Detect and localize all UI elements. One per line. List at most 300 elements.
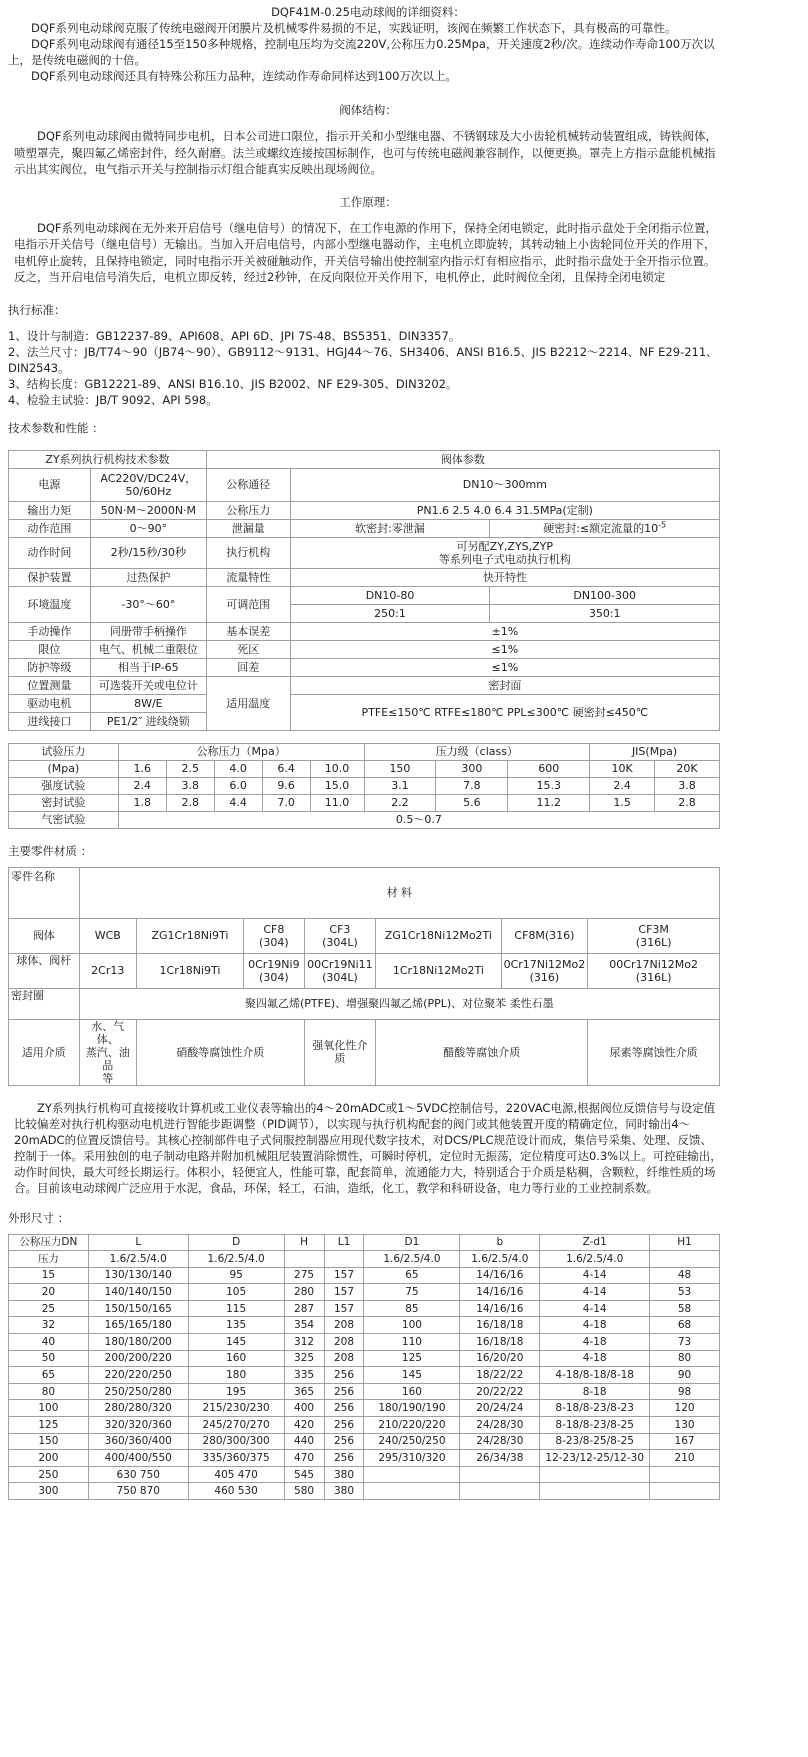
dims-cell: 14/16/16: [460, 1267, 540, 1284]
dims-cell: 545: [284, 1466, 324, 1483]
dims-sub: 1.6/2.5/4.0: [460, 1251, 540, 1268]
intro-para: DQF系列电动球阀有通径15至150多种规格，控制电压均为交流220V,公称压力0.25Mpa，开关速度2秒/次。连续动作寿命100万次以上，是传统电磁阀的十倍。: [8, 37, 715, 67]
table-row: [9, 794, 720, 811]
table-row: [9, 1267, 720, 1284]
table-row: [9, 1483, 720, 1500]
pressure-table: [8, 743, 720, 829]
pressure-cell: 4.4: [214, 794, 262, 811]
dims-cell: 420: [284, 1417, 324, 1434]
pressure-header: 公称压力（Mpa）: [118, 743, 364, 760]
param-name: 位置测量: [9, 676, 91, 694]
dims-cell: 48: [650, 1267, 720, 1284]
materials-header-part: 零件名称: [9, 867, 80, 918]
dims-cell: 125: [9, 1417, 89, 1434]
dims-cell: 160: [364, 1383, 460, 1400]
dims-cell: 245/270/270: [188, 1417, 284, 1434]
dims-cell: 20/22/22: [460, 1383, 540, 1400]
dims-cell: 320/320/360: [88, 1417, 188, 1434]
param-value: -30°～60°: [90, 586, 206, 622]
dims-cell: [540, 1483, 650, 1500]
dims-cell: 240/250/250: [364, 1433, 460, 1450]
dims-cell: 8-18/8-23/8-23: [540, 1400, 650, 1417]
param-value: DN10-80: [290, 586, 490, 604]
structure-text: DQF系列电动球阀由微特同步电机，日本公司进口限位，指示开关和小型继电器、不锈钢球及大小齿轮机械转动装置组成，铸铁阀体，喷塑罩壳，聚四氟乙烯密封件，经久耐磨。法兰或螺纹连接按国标制作，也可与传统电磁阀兼容制作，以便更换。罩壳上方指示盘能机械指示出其实阀位，电气指示开关与控制指示灯组合能真实反映出现场阀位。: [14, 129, 718, 176]
materials-cell: 硝酸等腐蚀性介质: [136, 1019, 304, 1085]
pressure-cell: 11.2: [508, 794, 590, 811]
params-label: 技术参数和性能 ：: [8, 420, 104, 435]
dims-cell: 180: [188, 1367, 284, 1384]
materials-label: 主要零件材质 ：: [8, 843, 93, 858]
dims-label: 外形尺寸 ：: [8, 1210, 70, 1225]
pressure-col: 20K: [655, 760, 720, 777]
standards-label: 执行标准：: [8, 302, 66, 317]
dims-cell: 470: [284, 1450, 324, 1467]
materials-cell: 1Cr18Ni12Mo2Ti: [376, 953, 501, 988]
param-value: 可选装开关或电位计: [90, 676, 206, 694]
table-row: [9, 1367, 720, 1384]
param-value: 2秒/15秒/30秒: [90, 537, 206, 568]
dims-table: [8, 1234, 720, 1501]
dims-cell: 16/18/18: [460, 1317, 540, 1334]
dims-sub: 1.6/2.5/4.0: [364, 1251, 460, 1268]
pressure-cell: 6.0: [214, 777, 262, 794]
dims-cell: [460, 1483, 540, 1500]
dims-cell: 208: [324, 1350, 364, 1367]
dims-header: D: [188, 1234, 284, 1251]
pressure-header: JIS(Mpa): [590, 743, 720, 760]
pressure-cell: 3.1: [364, 777, 436, 794]
materials-header-mat: 材 料: [79, 867, 719, 918]
dims-cell: 145: [188, 1334, 284, 1351]
dims-sub: 压力: [9, 1251, 89, 1268]
dims-cell: [540, 1466, 650, 1483]
intro: [8, 20, 728, 84]
table-row: [9, 1284, 720, 1301]
materials-cell: 2Cr13: [79, 953, 136, 988]
dims-cell: 15: [9, 1267, 89, 1284]
dims-cell: 4-18: [540, 1317, 650, 1334]
materials-cell: CF3 (304L): [304, 918, 376, 953]
dims-sub: 1.6/2.5/4.0: [188, 1251, 284, 1268]
dims-cell: 256: [324, 1417, 364, 1434]
dims-cell: 157: [324, 1267, 364, 1284]
dims-cell: 256: [324, 1367, 364, 1384]
dims-cell: 18/22/22: [460, 1367, 540, 1384]
param-value: 0～90°: [90, 519, 206, 537]
dims-cell: 440: [284, 1433, 324, 1450]
dims-cell: 8-23/8-25/8-25: [540, 1433, 650, 1450]
pressure-col: 1.6: [118, 760, 166, 777]
dims-cell: 150: [9, 1433, 89, 1450]
dims-cell: 312: [284, 1334, 324, 1351]
standard-item: 1、设计与制造：GB12237-89、API608、API 6D、JPI 7S-48、BS5351、DIN3357。: [8, 328, 461, 343]
materials-row-name: 密封圈: [9, 988, 80, 1019]
materials-cell: ZG1Cr18Ni12Mo2Ti: [376, 918, 501, 953]
dims-cell: 580: [284, 1483, 324, 1500]
dims-cell: 115: [188, 1300, 284, 1317]
param-name: 回差: [206, 658, 290, 676]
param-value: 8W/E: [90, 694, 206, 712]
dims-header-row: [9, 1234, 720, 1251]
materials-cell: 强氧化性介 质: [304, 1019, 376, 1085]
dims-cell: 135: [188, 1317, 284, 1334]
param-value: 电气、机械二重限位: [90, 640, 206, 658]
dims-header: H: [284, 1234, 324, 1251]
dims-cell: [460, 1466, 540, 1483]
principle-text: DQF系列电动球阀在无外来开启信号（继电信号）的情况下，在工作电源的作用下，保持全闭电锁定，此时指示盘处于全闭指示位置，电指示开关信号（继电信号）无输出。当加入开启电信号，内部小型继电器动作，主电机立即旋转，其转动轴上小齿轮同位开关的作用下，电机停止旋转，且保持电锁定，同时电指示开关被碰触动作，开关信号输出使控制室内指示灯有相应指示，此时指示盘处于全开指示位置。反之，当开启电信号消失后，电机立即反转，经过2秒钟，在反向限位开关作用下，电机停止，此时阀位全闭，且保持全闭电锁定: [14, 220, 718, 284]
dims-cell: 165/165/180: [88, 1317, 188, 1334]
materials-cell: 醋酸等腐蚀介质: [376, 1019, 588, 1085]
materials-cell: 聚四氟乙烯(PTFE)、增强聚四氟乙烯(PPL)、对位聚苯 柔性石墨: [79, 988, 719, 1019]
dims-cell: 16/18/18: [460, 1334, 540, 1351]
dims-cell: 215/230/230: [188, 1400, 284, 1417]
dims-cell: 125: [364, 1350, 460, 1367]
dims-sub-row: [9, 1251, 720, 1268]
pressure-cell: 1.5: [590, 794, 655, 811]
param-value: 相当于IP-65: [90, 658, 206, 676]
materials-cell: 00Cr17Ni12Mo2 (316L): [588, 953, 720, 988]
dims-cell: 20: [9, 1284, 89, 1301]
materials-row-name: 适用介质: [9, 1019, 80, 1085]
pressure-col: 10K: [590, 760, 655, 777]
pressure-col: 2.5: [166, 760, 214, 777]
pressure-header: (Mpa): [9, 760, 119, 777]
param-value: 同册带手柄操作: [90, 622, 206, 640]
table-row: [9, 811, 720, 828]
dims-cell: 180/180/200: [88, 1334, 188, 1351]
pressure-cell: 2.8: [166, 794, 214, 811]
dims-cell: 32: [9, 1317, 89, 1334]
param-value: 密封面: [290, 676, 719, 694]
param-value: 50N·M～2000N·M: [90, 501, 206, 519]
table-row: [9, 1317, 720, 1334]
table-row: [9, 1433, 720, 1450]
dims-cell: 14/16/16: [460, 1300, 540, 1317]
param-name: 适用温度: [206, 676, 290, 730]
param-value: 快开特性: [290, 568, 719, 586]
dims-cell: 4-18/8-18/8-18: [540, 1367, 650, 1384]
dims-cell: 275: [284, 1267, 324, 1284]
param-name: 手动操作: [9, 622, 91, 640]
params-table: [8, 450, 720, 731]
dims-cell: 335: [284, 1367, 324, 1384]
dims-cell: 380: [324, 1483, 364, 1500]
dims-cell: 140/140/150: [88, 1284, 188, 1301]
param-name: 执行机构: [206, 537, 290, 568]
dims-cell: 354: [284, 1317, 324, 1334]
dims-cell: 24/28/30: [460, 1417, 540, 1434]
dims-cell: 380: [324, 1466, 364, 1483]
pressure-cell: 2.2: [364, 794, 436, 811]
dims-cell: 360/360/400: [88, 1433, 188, 1450]
param-value: DN10～300mm: [290, 468, 719, 501]
standard-item: 3、结构长度：GB12221-89、ANSI B16.10、JIS B2002、NF E29-305、DIN3202。: [8, 376, 458, 391]
dims-cell: 160: [188, 1350, 284, 1367]
dims-cell: 120: [650, 1400, 720, 1417]
dims-cell: 157: [324, 1300, 364, 1317]
dims-cell: 750 870: [88, 1483, 188, 1500]
param-value: PTFE≤150℃ RTFE≤180℃ PPL≤300℃ 硬密封≤450℃: [290, 694, 719, 730]
params-right-header: 阀体参数: [206, 450, 719, 468]
param-name: 公称通径: [206, 468, 290, 501]
param-name: 限位: [9, 640, 91, 658]
param-value: DN100-300: [490, 586, 720, 604]
dims-header: 公称压力DN: [9, 1234, 89, 1251]
pressure-cell: 11.0: [310, 794, 364, 811]
dims-cell: 75: [364, 1284, 460, 1301]
pressure-header: 压力级（class）: [364, 743, 590, 760]
standard-item: 4、检验主试验：JB/T 9092、API 598。: [8, 392, 218, 407]
param-name: 动作时间: [9, 537, 91, 568]
dims-cell: 195: [188, 1383, 284, 1400]
table-row: [9, 1417, 720, 1434]
param-name: 死区: [206, 640, 290, 658]
dims-cell: 335/360/375: [188, 1450, 284, 1467]
param-value: 350:1: [490, 604, 720, 622]
table-row: [9, 1383, 720, 1400]
dims-cell: 26/34/38: [460, 1450, 540, 1467]
dims-sub: 1.6/2.5/4.0: [540, 1251, 650, 1268]
materials-cell: 0Cr19Ni9 (304): [244, 953, 305, 988]
dims-cell: 65: [364, 1267, 460, 1284]
dims-cell: 80: [9, 1383, 89, 1400]
param-name: 输出力矩: [9, 501, 91, 519]
dims-cell: 100: [364, 1317, 460, 1334]
dims-sub: [650, 1251, 720, 1268]
dims-header: L: [88, 1234, 188, 1251]
pressure-col: 150: [364, 760, 436, 777]
standard-item: 2、法兰尺寸：JB/T74～90（JB74～90）、GB9112～9131、HGJ44～76、SH3406、ANSI B16.5、JIS B2212～2214、NF E29-211、DIN2543。: [8, 344, 718, 375]
dims-cell: 325: [284, 1350, 324, 1367]
page-title: DQF41M-0.25电动球阀的详细资料：: [271, 5, 465, 19]
dims-cell: 280/300/300: [188, 1433, 284, 1450]
table-row: [9, 1300, 720, 1317]
dims-cell: 130/130/140: [88, 1267, 188, 1284]
materials-row-name: 球体、阀杆: [9, 953, 80, 988]
param-value: 过热保护: [90, 568, 206, 586]
pressure-cell: 7.0: [262, 794, 310, 811]
dims-cell: 405 470: [188, 1466, 284, 1483]
dims-cell: 4-14: [540, 1300, 650, 1317]
dims-cell: 110: [364, 1334, 460, 1351]
dims-cell: 65: [9, 1367, 89, 1384]
dims-cell: 630 750: [88, 1466, 188, 1483]
principle-title: 工作原理：: [339, 194, 397, 209]
dims-cell: [650, 1483, 720, 1500]
dims-cell: 157: [324, 1284, 364, 1301]
dims-cell: 200: [9, 1450, 89, 1467]
dims-cell: 50: [9, 1350, 89, 1367]
dims-header: Z-d1: [540, 1234, 650, 1251]
pressure-cell: 3.8: [166, 777, 214, 794]
dims-cell: 250: [9, 1466, 89, 1483]
materials-cell: 尿素等腐蚀性介质: [588, 1019, 720, 1085]
param-name: 可调范围: [206, 586, 290, 622]
param-value: ±1%: [290, 622, 719, 640]
dims-sub: [284, 1251, 324, 1268]
pressure-cell: 0.5～0.7: [118, 811, 719, 828]
materials-row-name: 阀体: [9, 918, 80, 953]
table-row: [9, 1334, 720, 1351]
pressure-cell: 5.6: [436, 794, 508, 811]
pressure-col: 10.0: [310, 760, 364, 777]
dims-cell: 400: [284, 1400, 324, 1417]
dims-cell: 287: [284, 1300, 324, 1317]
dims-cell: 16/20/20: [460, 1350, 540, 1367]
dims-cell: 85: [364, 1300, 460, 1317]
param-value: 软密封:零泄漏: [290, 519, 490, 537]
pressure-row-name: 密封试验: [9, 794, 119, 811]
pressure-col: 600: [508, 760, 590, 777]
dims-cell: 200/200/220: [88, 1350, 188, 1367]
param-value: ≤1%: [290, 658, 719, 676]
dims-cell: 73: [650, 1334, 720, 1351]
pressure-col: 6.4: [262, 760, 310, 777]
dims-cell: 100: [9, 1400, 89, 1417]
param-value: 可另配ZY,ZYS,ZYP 等系列电子式电动执行机构: [290, 537, 719, 568]
dims-cell: 58: [650, 1300, 720, 1317]
params-left-header: ZY系列执行机构技术参数: [9, 450, 207, 468]
dims-cell: 145: [364, 1367, 460, 1384]
dims-cell: 24/28/30: [460, 1433, 540, 1450]
zy-description: ZY系列执行机构可直接接收计算机或工业仪表等输出的4～20mADC或1～5VDC控制信号，220VAC电源,根据阀位反馈信号与设定值比较偏差对执行机构驱动电机进行智能步距调整（PID调节），以实现与执行机构配套的阀门或其他装置开度的精确定位，同时输出4～20mADC的位置反馈信号。其核心控制部件电子式伺服控制器应用现代数字技术，对DCS/PLC规范设计而成，集信号采集、处理、反馈、控制于一体。采用独创的电子制动电路并附加机械阻尼装置消除惯性，可瞬时停机，定位时无振荡，定位精度可达0.3%以上。可控硅输出，动作时间快，最大可经长期运行。体积小，轻便宜人，性能可靠，配套简单，流通能力大，特别适合于介质是粘稠，含颗粒，纤维性质的场合。目前该电动球阀广泛应用于水泥，食品，环保，轻工，石油，造纸，化工，教学和科研设备，电力等行业的工业控制系数。: [14, 1100, 722, 1195]
standards-list: [8, 328, 728, 408]
pressure-cell: 7.8: [436, 777, 508, 794]
dims-header: H1: [650, 1234, 720, 1251]
param-name: 进线接口: [9, 712, 91, 730]
dims-cell: [364, 1483, 460, 1500]
param-value: 250:1: [290, 604, 490, 622]
dims-cell: 8-18: [540, 1383, 650, 1400]
pressure-col: 300: [436, 760, 508, 777]
materials-cell: WCB: [79, 918, 136, 953]
dims-cell: 256: [324, 1383, 364, 1400]
dims-cell: 8-18/8-23/8-25: [540, 1417, 650, 1434]
dims-cell: 130: [650, 1417, 720, 1434]
materials-cell: CF8 (304): [244, 918, 305, 953]
dims-header: b: [460, 1234, 540, 1251]
table-row: [9, 1400, 720, 1417]
dims-cell: 95: [188, 1267, 284, 1284]
pressure-header: 试验压力: [9, 743, 119, 760]
dims-cell: 256: [324, 1433, 364, 1450]
dims-cell: [364, 1466, 460, 1483]
dims-cell: 220/220/250: [88, 1367, 188, 1384]
pressure-row-name: 气密试验: [9, 811, 119, 828]
materials-cell: 00Cr19Ni11 (304L): [304, 953, 376, 988]
dims-cell: 4-14: [540, 1267, 650, 1284]
materials-table: [8, 867, 720, 1086]
dims-cell: 280/280/320: [88, 1400, 188, 1417]
intro-para: DQF系列电动球阀还具有特殊公称压力品种，连续动作寿命同样达到100万次以上。: [31, 69, 457, 83]
dims-cell: 250/250/280: [88, 1383, 188, 1400]
dims-cell: 98: [650, 1383, 720, 1400]
materials-cell: ZG1Cr18Ni9Ti: [136, 918, 243, 953]
param-name: 防护等级: [9, 658, 91, 676]
param-value: AC220V/DC24V，50/60Hz: [90, 468, 206, 501]
table-row: [9, 1466, 720, 1483]
dims-header: L1: [324, 1234, 364, 1251]
param-name: 环境温度: [9, 586, 91, 622]
pressure-cell: 3.8: [655, 777, 720, 794]
materials-cell: 1Cr18Ni9Ti: [136, 953, 243, 988]
dims-cell: 256: [324, 1400, 364, 1417]
dims-cell: 20/24/24: [460, 1400, 540, 1417]
table-row: [9, 1450, 720, 1467]
dims-cell: 280: [284, 1284, 324, 1301]
dims-cell: 400/400/550: [88, 1450, 188, 1467]
dims-cell: 40: [9, 1334, 89, 1351]
dims-sub: [324, 1251, 364, 1268]
pressure-col: 4.0: [214, 760, 262, 777]
pressure-row-name: 强度试验: [9, 777, 119, 794]
pressure-cell: 15.3: [508, 777, 590, 794]
param-name: 基本误差: [206, 622, 290, 640]
dims-cell: 4-18: [540, 1350, 650, 1367]
intro-para: DQF系列电动球阀克服了传统电磁阀开闭膜片及机械零件易损的不足，实践证明，该阀在频繁工作状态下，具有极高的可靠性。: [31, 21, 677, 35]
dims-cell: 12-23/12-25/12-30: [540, 1450, 650, 1467]
dims-cell: 80: [650, 1350, 720, 1367]
dims-sub: 1.6/2.5/4.0: [88, 1251, 188, 1268]
dims-cell: 208: [324, 1334, 364, 1351]
dims-cell: 210/220/220: [364, 1417, 460, 1434]
param-name: 公称压力: [206, 501, 290, 519]
dims-cell: 150/150/165: [88, 1300, 188, 1317]
pressure-cell: 9.6: [262, 777, 310, 794]
table-row: [9, 1350, 720, 1367]
dims-cell: 105: [188, 1284, 284, 1301]
pressure-cell: 2.4: [118, 777, 166, 794]
dims-cell: 90: [650, 1367, 720, 1384]
dims-cell: 300: [9, 1483, 89, 1500]
param-value: PN1.6 2.5 4.0 6.4 31.5MPa(定制): [290, 501, 719, 519]
structure-title: 阀体结构：: [339, 103, 397, 117]
dims-header: D1: [364, 1234, 460, 1251]
pressure-cell: 2.4: [590, 777, 655, 794]
dims-cell: 365: [284, 1383, 324, 1400]
dims-cell: 256: [324, 1450, 364, 1467]
param-name: 泄漏量: [206, 519, 290, 537]
param-value: ≤1%: [290, 640, 719, 658]
param-name: 流量特性: [206, 568, 290, 586]
dims-cell: 14/16/16: [460, 1284, 540, 1301]
table-row: [9, 777, 720, 794]
param-name: 动作范围: [9, 519, 91, 537]
param-name: 保护装置: [9, 568, 91, 586]
materials-cell: CF3M (316L): [588, 918, 720, 953]
param-value: 硬密封:≤额定流量的$10^{-5}$: [490, 519, 720, 537]
materials-cell: CF8M(316): [501, 918, 588, 953]
dims-cell: 208: [324, 1317, 364, 1334]
dims-cell: 167: [650, 1433, 720, 1450]
page: [8, 0, 728, 1500]
dims-cell: [650, 1466, 720, 1483]
pressure-cell: 15.0: [310, 777, 364, 794]
param-name: 驱动电机: [9, 694, 91, 712]
pressure-cell: 2.8: [655, 794, 720, 811]
param-name: 电源: [9, 468, 91, 501]
dims-cell: 4-14: [540, 1284, 650, 1301]
dims-cell: 210: [650, 1450, 720, 1467]
materials-cell: 0Cr17Ni12Mo2 (316): [501, 953, 588, 988]
dims-cell: 68: [650, 1317, 720, 1334]
dims-cell: 180/190/190: [364, 1400, 460, 1417]
dims-cell: 53: [650, 1284, 720, 1301]
materials-cell: 水、气体、 蒸汽、油品 等: [79, 1019, 136, 1085]
dims-cell: 4-18: [540, 1334, 650, 1351]
dims-cell: 25: [9, 1300, 89, 1317]
dims-cell: 295/310/320: [364, 1450, 460, 1467]
